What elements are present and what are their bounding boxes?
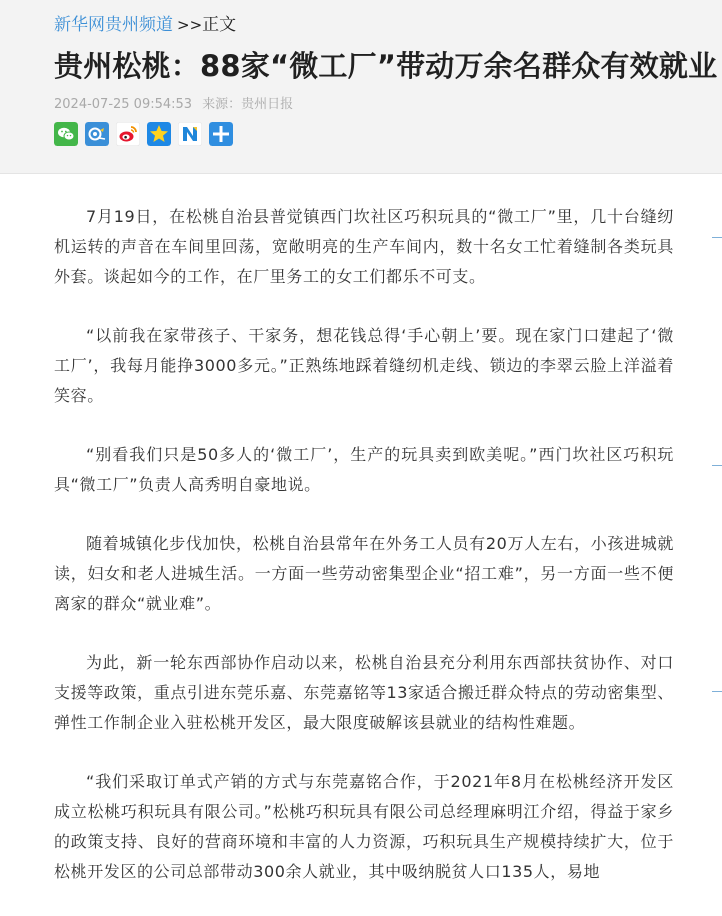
more-share-icon[interactable]	[209, 122, 233, 146]
article-paragraph: “以前我在家带孩子、干家务，想花钱总得‘手心朝上’要。现在家门口建起了‘微工厂’，我每月能挣3000多元。”正熟练地踩着缝纫机走线、锁边的李翠云脸上洋溢着笑容。	[54, 326, 674, 405]
qzone-share-icon[interactable]	[85, 122, 109, 146]
article-meta	[54, 96, 293, 114]
article-paragraph: 为此，新一轮东西部协作启动以来，松桃自治县充分利用东西部扶贫协作、对口支援等政策，重点引进东莞乐嘉、东莞嘉铭等13家适合搬迁群众特点的劳动密集型、弹性工作制企业入驻松桃开发区，最大限度破解该县就业的结构性难题。	[54, 653, 674, 732]
article-body	[54, 202, 674, 916]
breadcrumb-separator: >>	[177, 16, 203, 34]
article-paragraph: “别看我们只是50多人的‘微工厂’，生产的玩具卖到欧美呢。”西门坎社区巧积玩具“微工厂”负责人高秀明自豪地说。	[54, 445, 674, 494]
weibo-share-icon[interactable]	[116, 122, 140, 146]
qq-share-icon[interactable]	[147, 122, 171, 146]
edge-marker	[712, 691, 722, 692]
edge-marker	[712, 465, 722, 466]
page-title: 贵州松桃：88家“微工厂”带动万余名群众有效就业	[54, 49, 718, 83]
breadcrumb	[54, 13, 236, 37]
edge-marker	[712, 237, 722, 238]
article-paragraph: 随着城镇化步伐加快，松桃自治县常年在外务工人员有20万人左右，小孩进城就读，妇女和老人进城生活。一方面一些劳动密集型企业“招工难”，另一方面一些不便离家的群众“就业难”。	[54, 534, 674, 613]
breadcrumb-current: 正文	[202, 15, 237, 35]
source-name: 贵州日报	[241, 97, 294, 112]
publish-date: 2024-07-25 09:54:53	[54, 97, 193, 112]
article-paragraph: 7月19日，在松桃自治县普觉镇西门坎社区巧积玩具的“微工厂”里，几十台缝纫机运转的声音在车间里回荡，宽敞明亮的生产车间内，数十名女工忙着缝制各类玩具外套。谈起如今的工作，在厂里务工的女工们都乐不可支。	[54, 207, 674, 286]
source-label: 来源：	[202, 97, 242, 112]
article-paragraph: “我们采取订单式产销的方式与东莞嘉铭合作，于2021年8月在松桃经济开发区成立松桃巧积玩具有限公司。”松桃巧积玩具有限公司总经理麻明江介绍，得益于家乡的政策支持、良好的营商环境和丰富的人力资源，巧积玩具生产规模持续扩大，位于松桃开发区的公司总部带动300余人就业，其中吸纳脱贫人口135人，易地	[54, 772, 674, 881]
channel-link[interactable]: 新华网贵州频道	[54, 15, 173, 35]
news-share-icon[interactable]	[178, 122, 202, 146]
wechat-share-icon[interactable]	[54, 122, 78, 146]
share-bar	[54, 122, 233, 146]
article-header	[0, 0, 722, 174]
